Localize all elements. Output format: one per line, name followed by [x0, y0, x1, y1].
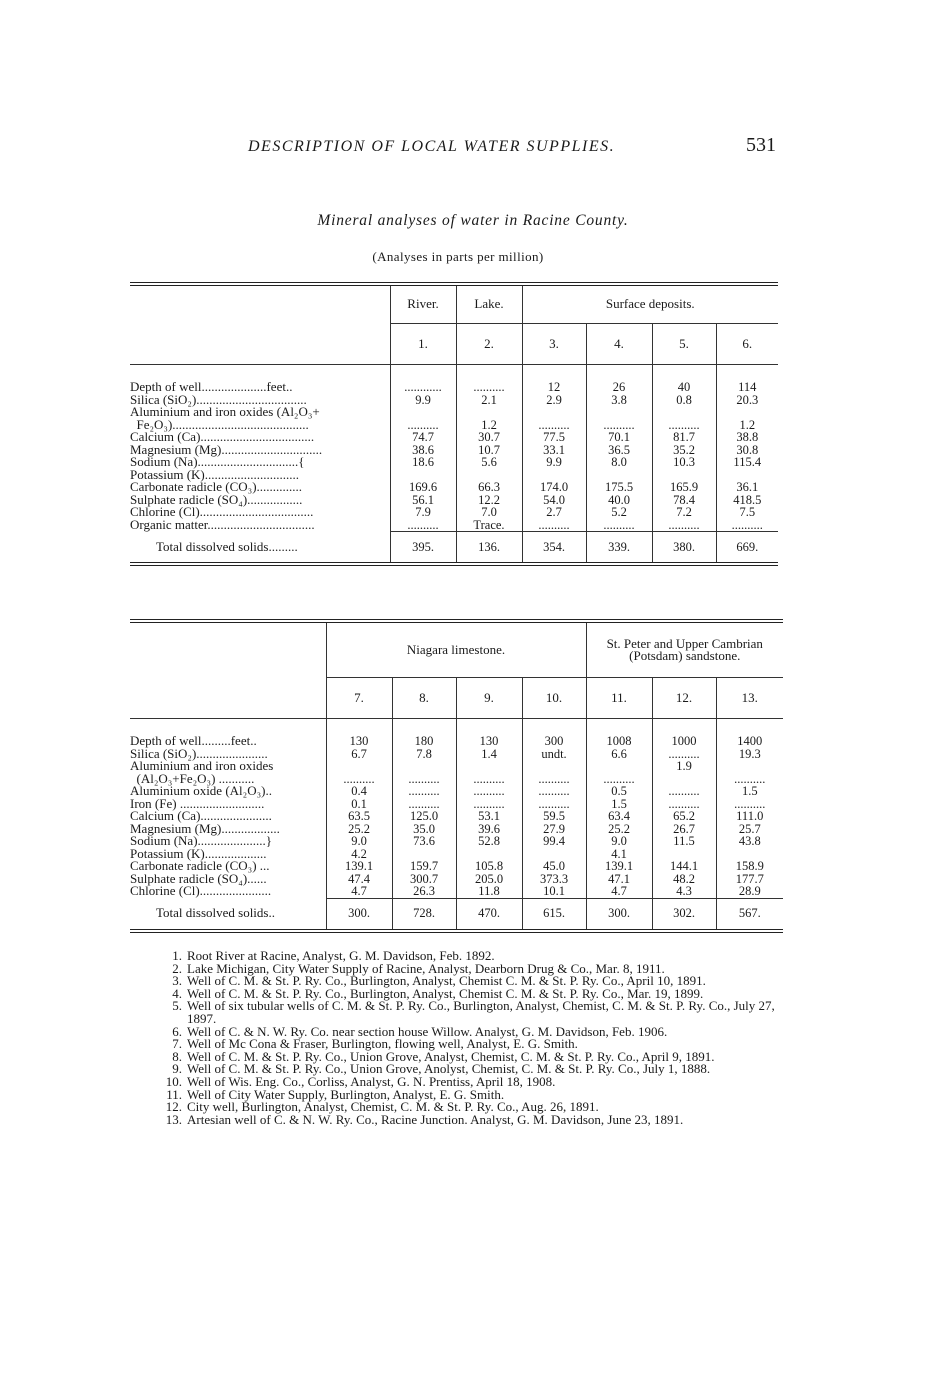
total-value: 567. — [716, 898, 783, 931]
note-number: 5. — [172, 998, 182, 1014]
running-title: DESCRIPTION OF LOCAL WATER SUPPLIES. — [248, 138, 616, 155]
column-values: ............ 9.9 .......... 74.7 38.6 18.6 169.6 56.1 7.9 .......... — [390, 365, 456, 532]
note-text: Well of Wis. Eng. Co., Corliss, Analyst, G. N. Prentiss, April 18, 1908. — [187, 1073, 556, 1089]
note-number: 13. — [165, 1111, 182, 1127]
total-value: 300. — [586, 898, 652, 931]
column-values: 130 6.7 .......... 0.4 0.1 63.5 25.2 9.0 4.2 139.1 47.4 4.7 — [326, 719, 392, 899]
note-number: 7. — [172, 1036, 182, 1052]
column-number: 9. — [456, 678, 522, 719]
column-number: 10. — [522, 678, 586, 719]
column-values: 12 2.9 .......... 77.5 33.1 9.9 174.0 54.0 2.7 .......... — [522, 365, 586, 532]
note-text: Root River at Racine, Analyst, G. M. Davidson, Feb. 1892. — [187, 948, 495, 963]
analyses-table-1 — [130, 282, 778, 566]
column-number: 3. — [522, 324, 586, 365]
source-notes — [160, 950, 790, 1126]
note-text: City well, Burlington, Analyst, Chemist, C. M. & St. P. Ry. Co., Aug. 26, 1891. — [187, 1099, 599, 1115]
column-values: 300 undt. .......... .......... .......... 59.5 27.9 99.4 45.0 373.3 10.1 — [522, 719, 586, 899]
total-label: Total dissolved solids.. — [156, 905, 275, 920]
note-number: 1. — [172, 948, 182, 963]
column-values: 180 7.8 .......... .......... .......... 125.0 35.0 73.6 159.7 300.7 26.3 — [392, 719, 456, 899]
column-number: 8. — [392, 678, 456, 719]
column-number: 6. — [716, 324, 778, 365]
note-text: Artesian well of C. & N. W. Ry. Co., Racine Junction. Analyst, G. M. Davidson, June 23, 1891. — [187, 1111, 684, 1127]
total-value: 669. — [716, 532, 778, 565]
column-number: 7. — [326, 678, 392, 719]
analyses-table-2 — [130, 619, 783, 933]
note-number: 8. — [172, 1048, 182, 1064]
note-number: 11. — [166, 1086, 182, 1102]
note-number: 9. — [172, 1061, 182, 1077]
note-text: Well of six tubular wells of C. M. & St. P. Ry. Co., Burlington, Analyst, Chemist, C. M. & St. P. Ry. Co., July 27, 1897. — [187, 998, 775, 1026]
table-subcaption: (Analyses in parts per million) — [372, 249, 544, 264]
note-text: Well of C. M. & St. P. Ry. Co., Union Grove, Anolyst, Chemist, C. M. & St. P. Ry. Co., July 1, 1888. — [187, 1061, 711, 1077]
column-values: 1400 19.3 .......... 1.5 .......... 111.0 25.7 43.8 158.9 177.7 28.9 — [716, 719, 783, 899]
total-value: 339. — [586, 532, 652, 565]
header-blank — [130, 324, 390, 365]
note-number: 2. — [172, 960, 182, 976]
page-number: 531 — [746, 134, 776, 156]
note-number: 4. — [172, 985, 182, 1001]
group-lake: Lake. — [456, 284, 522, 324]
note-item — [160, 1000, 790, 1025]
table-caption: Mineral analyses of water in Racine County. — [317, 212, 629, 229]
total-value: 302. — [652, 898, 716, 931]
total-value: 300. — [326, 898, 392, 931]
group-niagara-limestone: Niagara limestone. — [326, 621, 586, 678]
note-number: 12. — [165, 1099, 182, 1115]
total-value: 470. — [456, 898, 522, 931]
column-values: 40 0.8 .......... 81.7 35.2 10.3 165.9 78.4 7.2 .......... — [652, 365, 716, 532]
column-number: 2. — [456, 324, 522, 365]
note-text: Well of C. M. & St. P. Ry. Co., Union Grove, Analyst, Chemist, C. M. & St. P. Ry. Co., April 9, 1891. — [187, 1048, 715, 1064]
header-blank — [130, 678, 326, 719]
total-value: 136. — [456, 532, 522, 565]
note-text: Lake Michigan, City Water Supply of Racine, Analyst, Dearborn Drug & Co., Mar. 8, 1911. — [187, 960, 665, 976]
column-number: 5. — [652, 324, 716, 365]
note-text: Well of Mc Cona & Fraser, Burlington, flowing well, Analyst, E. G. Smith. — [187, 1036, 578, 1052]
column-values: 130 1.4 .......... .......... .......... 53.1 39.6 52.8 105.8 205.0 11.8 — [456, 719, 522, 899]
column-values: .......... 2.1 1.2 30.7 10.7 5.6 66.3 12.2 7.0 Trace. — [456, 365, 522, 532]
group-st-peter-sandstone: St. Peter and Upper Cambrian (Potsdam) sandstone. — [586, 621, 783, 678]
note-item — [160, 1111, 790, 1127]
note-number: 3. — [172, 973, 182, 989]
column-values: 26 3.8 .......... 70.1 36.5 8.0 175.5 40.0 5.2 .......... — [586, 365, 652, 532]
note-text: Well of City Water Supply, Burlington, Analyst, E. G. Smith. — [187, 1086, 505, 1102]
column-number: 12. — [652, 678, 716, 719]
column-number: 1. — [390, 324, 456, 365]
total-value: 395. — [390, 532, 456, 565]
note-number: 10. — [165, 1073, 182, 1089]
total-value: 380. — [652, 532, 716, 565]
row-labels: Depth of well....................feet.. Silica (SiO₂).................................. Aluminium and iron oxides (Al₂O₃+ Fe₂O₃).......................................... Calcium (Ca)................................... Magnesium (Mg)............................... Sodium (Na)...............................{ Potassium (K)............................. Carbonate radicle (CO₃).............. Sulphate radicle (SO₄)................. Chlorine (Cl)................................... Organic matter................................. — [130, 379, 323, 532]
total-value: 615. — [522, 898, 586, 931]
header-blank — [130, 284, 390, 324]
note-text: Well of C. & N. W. Ry. Co. near section house Willow. Analyst, G. M. Davidson, Feb. 1906. — [187, 1023, 668, 1039]
column-values: 1008 6.6 .......... 0.5 1.5 63.4 25.2 9.0 4.1 139.1 47.1 4.7 — [586, 719, 652, 899]
column-number: 13. — [716, 678, 783, 719]
row-labels: Depth of well.........feet.. Silica (SiO₂)...................... Aluminium and iron oxides (Al₂O₃+Fe₂O₃) ........... Aluminium oxide (Al₂O₃).. Iron (Fe) .......................... Calcium (Ca)...................... Magnesium (Mg).................. Sodium (Na).....................} Potassium (K)................... Carbonate radicle (CO₃) ... Sulphate radicle (SO₄)...... Chlorine (Cl)...................... — [130, 733, 280, 898]
total-value: 728. — [392, 898, 456, 931]
total-label: Total dissolved solids......... — [156, 538, 298, 554]
note-text: Well of C. M. & St. P. Ry. Co., Burlington, Analyst, Chemist C. M. & St. P. Ry. Co., April 10, 1891. — [187, 973, 706, 989]
column-number: 11. — [586, 678, 652, 719]
note-number: 6. — [172, 1023, 182, 1039]
page-header — [0, 134, 946, 164]
group-surface-deposits: Surface deposits. — [522, 284, 778, 324]
header-blank — [130, 621, 326, 678]
column-number: 4. — [586, 324, 652, 365]
group-river: River. — [390, 284, 456, 324]
total-value: 354. — [522, 532, 586, 565]
column-values: 114 20.3 1.2 38.8 30.8 115.4 36.1 418.5 7.5 .......... — [716, 365, 778, 532]
note-text: Well of C. M. & St. P. Ry. Co., Burlington, Analyst, Chemist C. M. & St. P. Ry. Co., Mar. 19, 1899. — [187, 985, 704, 1001]
column-values: 1000 .......... 1.9 .......... .......... 65.2 26.7 11.5 144.1 48.2 4.3 — [652, 719, 716, 899]
